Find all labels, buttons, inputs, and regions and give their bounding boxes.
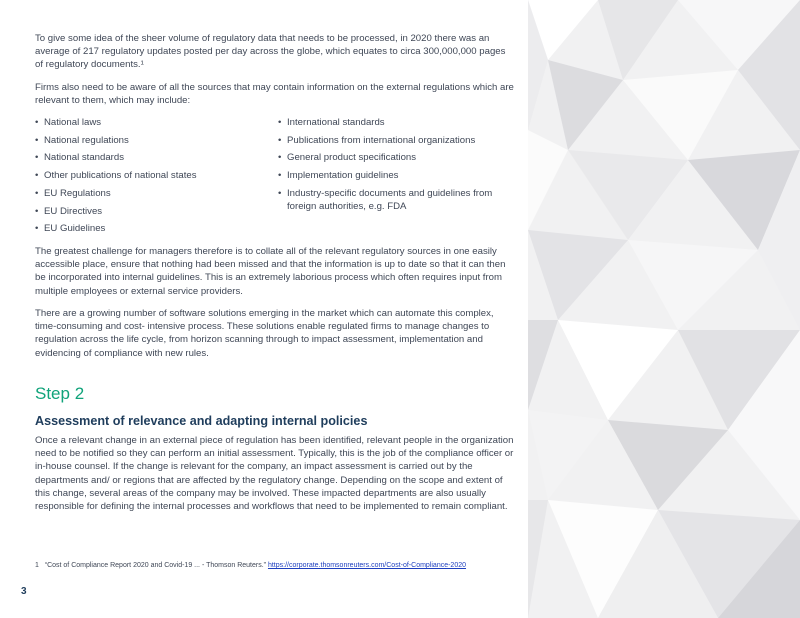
sources-list-left bbox=[35, 116, 265, 240]
assessment-paragraph: Once a relevant change in an external piece of regulation has been identified, relevant people in the organization need to be notified so they can perform an initial assessment. Typically, this is the job of the compliance officer or in-house counsel. If the change is relevant for the company, an impact assessment is carried out by the departments and/ or regions that are affected by the regulatory change. Depending on the scope and extent of this change, several areas of the company may be involved. These impacted departments are also usually responsible for defining the internal processes and workflows that need to be implemented to remain compliant. bbox=[35, 435, 514, 513]
list-item: • Industry-specific documents and guidelines from foreign authorities, e.g. FDA bbox=[278, 187, 513, 213]
footnote-link[interactable]: https://corporate.thomsonreuters.com/Cost-of-Compliance-2020 bbox=[267, 562, 467, 569]
list-item: • General product specifications bbox=[278, 151, 513, 164]
list-item: • National regulations bbox=[35, 134, 265, 147]
list-item: • Implementation guidelines bbox=[278, 169, 513, 182]
software-solutions-paragraph: There are a growing number of software solutions emerging in the market which can automate this complex, time-consuming and cost- intensive process. These solutions enable regulated firms to manage changes to regulation across the life cycle, from horizon scanning through to impact assessment, implementation and evidencing of compliance with new rules. bbox=[35, 308, 494, 359]
list-item: • EU Directives bbox=[35, 205, 265, 218]
challenge-paragraph: The greatest challenge for managers therefore is to collate all of the relevant regulatory sources in one easily accessible place, ensure that nothing had been missed and that the information is up to date so that it can then be incorporated into internal guidelines. This is an extremely laborious process which often requires input from multiple employees or external service providers. bbox=[35, 246, 506, 297]
decorative-polygon-background bbox=[528, 0, 800, 618]
list-item: • International standards bbox=[278, 116, 513, 129]
step-title: Step 2 bbox=[35, 384, 85, 403]
list-item: • EU Regulations bbox=[35, 187, 265, 200]
footnote-text: “Cost of Compliance Report 2020 and Covid-19 ... - Thomson Reuters.” bbox=[44, 562, 267, 569]
sources-list-right bbox=[278, 116, 513, 218]
list-item: • National standards bbox=[35, 151, 265, 164]
list-item: • EU Guidelines bbox=[35, 222, 265, 235]
footnote-number: 1 bbox=[35, 562, 39, 569]
list-item: • National laws bbox=[35, 116, 265, 129]
sources-intro-paragraph: Firms also need to be aware of all the sources that may contain information on the external regulations which are relevant to them, which may include: bbox=[35, 82, 514, 107]
list-item: • Publications from international organizations bbox=[278, 134, 513, 147]
section-heading: Assessment of relevance and adapting internal policies bbox=[35, 414, 368, 428]
intro-paragraph: To give some idea of the sheer volume of regulatory data that needs to be processed, in 2020 there was an average of 217 regulatory updates posted per day across the globe, which equates to circa 300,000,000 pages of regulatory documents.¹ bbox=[35, 33, 506, 71]
list-item: • Other publications of national states bbox=[35, 169, 265, 182]
page-number: 3 bbox=[21, 586, 27, 597]
footnote bbox=[35, 562, 515, 569]
